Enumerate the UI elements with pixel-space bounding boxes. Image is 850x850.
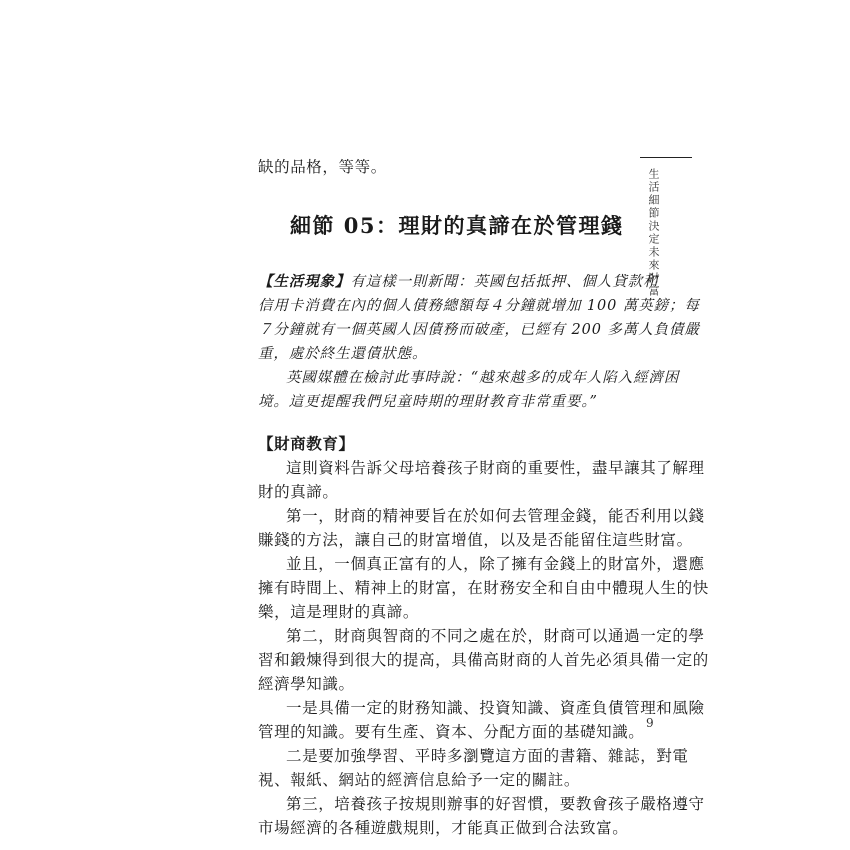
opening-line: 缺的品格，等等。 <box>258 158 387 176</box>
education-line-10: 經濟學知識。 <box>258 675 355 693</box>
education-line-12: 管理的知識。要有生產、資本、分配方面的基礎知識。 <box>258 723 645 741</box>
education-line-15: 第三，培養孩子按規則辦事的好習慣，要教會孩子嚴格遵守 <box>286 795 705 813</box>
running-title: 生活細節決定未來財富 <box>647 168 660 298</box>
education-line-13: 二是要加強學習、平時多瀏覽這方面的書籍、雜誌，對電 <box>286 747 689 765</box>
phenomenon-line-6: 境。這更提醒我們兒童時期的理財教育非常重要。” <box>258 394 598 410</box>
education-line-8: 第二，財商與智商的不同之處在於，財商可以通過一定的學 <box>286 627 705 645</box>
education-line-16: 市場經濟的各種遊戲規則，才能真正做到合法致富。 <box>258 819 629 837</box>
education-line-14: 視、報紙、網站的經濟信息給予一定的關註。 <box>258 771 581 789</box>
education-line-2: 財的真諦。 <box>258 483 339 501</box>
education-line-3: 第一，財商的精神要旨在於如何去管理金錢，能否利用以錢 <box>286 507 705 525</box>
phenomenon-line-4: 重，處於終生還債狀態。 <box>258 346 428 362</box>
phenomenon-line-1 <box>258 272 658 292</box>
education-line-4: 賺錢的方法，讓自己的財富增值，以及是否能留住這些財富。 <box>258 531 693 549</box>
education-line-5: 並且，一個真正富有的人，除了擁有金錢上的財富外，還應 <box>286 555 705 573</box>
header-rule <box>640 157 692 158</box>
section-title: 細節 05：理財的真諦在於管理錢 <box>290 213 624 238</box>
education-line-11: 一是具備一定的財務知識、投資知識、資產負債管理和風險 <box>286 699 705 717</box>
phenomenon-label: 【生活現象】 <box>258 273 351 290</box>
phenomenon-line-3: ７分鐘就有一個英國人因債務而破產，已經有 200 多萬人負債嚴 <box>258 322 700 338</box>
education-line-1: 這則資料告訴父母培養孩子財商的重要性，盡早讓其了解理 <box>286 459 705 477</box>
phenomenon-text-1: 有這樣一則新聞：英國包括抵押、個人貸款和 <box>350 274 659 290</box>
education-label: 【財商教育】 <box>258 434 355 453</box>
phenomenon-line-2: 信用卡消費在內的個人債務總額每４分鐘就增加 100 萬英鎊；每 <box>258 298 700 314</box>
education-line-7: 樂，這是理財的真諦。 <box>258 603 420 621</box>
education-line-9: 習和鍛煉得到很大的提高，具備高財商的人首先必須具備一定的 <box>258 651 709 669</box>
education-line-6: 擁有時間上、精神上的財富，在財務安全和自由中體現人生的快 <box>258 579 709 597</box>
phenomenon-line-5: 英國媒體在檢討此事時說：“越來越多的成年人陷入經濟困 <box>286 370 680 386</box>
page-number: 9 <box>646 716 654 730</box>
